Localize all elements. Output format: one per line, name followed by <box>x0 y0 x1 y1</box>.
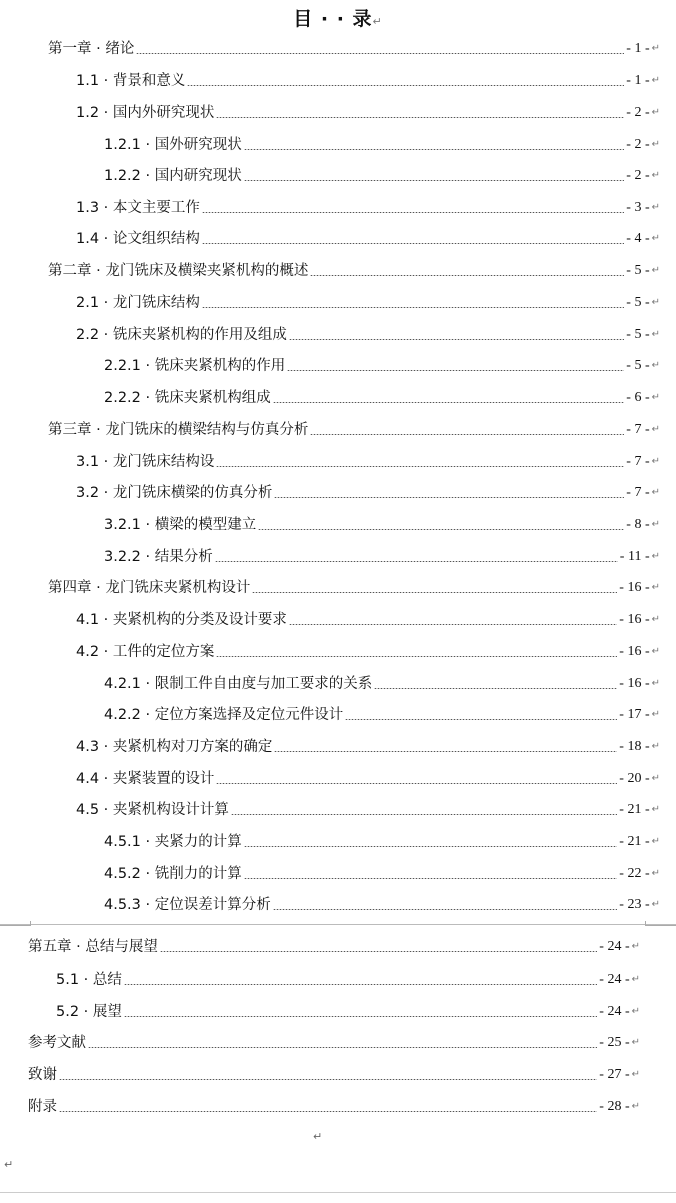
paragraph-mark-icon: ↵ <box>651 519 660 530</box>
toc-entry[interactable] <box>56 967 640 989</box>
toc-entry[interactable] <box>76 322 660 344</box>
paragraph-mark-icon: ↵ <box>651 804 660 815</box>
dot-leader <box>310 275 624 276</box>
toc-entry[interactable] <box>28 1094 640 1116</box>
toc-entry-label: 2.2 · 铣床夹紧机构的作用及组成 <box>76 327 287 343</box>
paragraph-mark-icon: ↵ <box>651 551 660 562</box>
toc-entry-label: 2.2.1 · 铣床夹紧机构的作用 <box>104 358 286 374</box>
toc-title-text: 目 · · 录 <box>293 8 373 30</box>
paragraph-mark-icon: ↵ <box>651 709 660 720</box>
toc-entry-page-number: - 16 - <box>619 644 650 659</box>
dot-leader <box>258 529 624 530</box>
dot-leader <box>215 561 618 562</box>
toc-entry[interactable] <box>104 385 660 407</box>
toc-entry-page-number: - 3 - <box>626 200 650 215</box>
toc-entry-page-number: - 21 - <box>619 802 650 817</box>
toc-entry-label: 1.4 · 论文组织结构 <box>76 231 200 247</box>
toc-entry[interactable] <box>104 132 660 154</box>
paragraph-mark-icon: ↵ <box>651 456 660 467</box>
toc-entry-label: 4.5.2 · 铣削力的计算 <box>104 866 242 882</box>
dot-leader <box>59 1079 597 1080</box>
toc-entry[interactable] <box>76 766 660 788</box>
dot-leader <box>273 909 618 910</box>
toc-entry-label: 4.2.2 · 定位方案选择及定位元件设计 <box>104 707 344 723</box>
paragraph-mark-icon: ↵ <box>651 43 660 54</box>
toc-entry-page-number: - 6 - <box>626 390 650 405</box>
toc-entry-page-number: - 5 - <box>626 358 650 373</box>
toc-entry[interactable] <box>76 290 660 312</box>
toc-entry[interactable] <box>28 1030 640 1052</box>
dot-leader <box>88 1047 597 1048</box>
paragraph-mark-icon: ↵ <box>651 836 660 847</box>
toc-entry-page-number: - 16 - <box>619 676 650 691</box>
toc-entry-label: 附录 <box>28 1099 57 1115</box>
page-break <box>0 924 676 935</box>
toc-entry-label: 参考文献 <box>28 1035 86 1051</box>
paragraph-mark-icon: ↵ <box>651 678 660 689</box>
paragraph-mark-icon: ↵ <box>631 941 640 952</box>
toc-entry-label: 5.1 · 总结 <box>56 972 122 988</box>
toc-entry-label: 第五章 · 总结与展望 <box>28 939 158 955</box>
toc-entry[interactable] <box>48 417 660 439</box>
toc-entry-page-number: - 23 - <box>619 897 650 912</box>
toc-entry-page-number: - 24 - <box>599 939 630 954</box>
paragraph-mark-icon: ↵ <box>651 139 660 150</box>
toc-entry[interactable] <box>104 671 660 693</box>
paragraph-mark-icon: ↵ <box>651 868 660 879</box>
dot-leader <box>216 783 617 784</box>
dot-leader <box>274 497 624 498</box>
toc-entry-label: 4.5.1 · 夹紧力的计算 <box>104 834 242 850</box>
toc-entry[interactable] <box>76 100 660 122</box>
dot-leader <box>231 814 617 815</box>
toc-entry[interactable] <box>48 575 660 597</box>
toc-entry-label: 4.2 · 工件的定位方案 <box>76 644 215 660</box>
paragraph-mark-icon: ↵ <box>651 202 660 213</box>
toc-entry[interactable] <box>104 829 660 851</box>
toc-entry[interactable] <box>48 36 660 58</box>
toc-entry[interactable] <box>104 353 660 375</box>
toc-entry-page-number: - 24 - <box>599 972 630 987</box>
toc-entry[interactable] <box>28 934 640 956</box>
toc-entry[interactable] <box>28 1062 640 1084</box>
toc-entry-label: 1.2.2 · 国内研究现状 <box>104 168 242 184</box>
toc-entry-page-number: - 27 - <box>599 1067 630 1082</box>
dot-leader <box>124 1016 597 1017</box>
toc-entry[interactable] <box>104 163 660 185</box>
toc-entry-page-number: - 16 - <box>619 612 650 627</box>
paragraph-mark-icon: ↵ <box>651 614 660 625</box>
toc-entry-label: 5.2 · 展望 <box>56 1004 122 1020</box>
dot-leader <box>310 434 624 435</box>
toc-entry-page-number: - 5 - <box>626 263 650 278</box>
toc-entry-page-number: - 20 - <box>619 771 650 786</box>
paragraph-mark-icon: ↵ <box>651 487 660 498</box>
paragraph-mark-icon: ↵ <box>651 646 660 657</box>
paragraph-mark-icon: ↵ <box>651 773 660 784</box>
toc-entry-label: 第四章 · 龙门铣床夹紧机构设计 <box>48 580 251 596</box>
dot-leader <box>202 307 624 308</box>
dot-leader <box>187 85 624 86</box>
toc-entry-label: 3.1 · 龙门铣床结构设 <box>76 454 215 470</box>
toc-entry-page-number: - 21 - <box>619 834 650 849</box>
dot-leader <box>244 180 625 181</box>
toc-entry-label: 致谢 <box>28 1067 57 1083</box>
toc-entry-label: 4.1 · 夹紧机构的分类及设计要求 <box>76 612 287 628</box>
toc-entry-label: 1.2.1 · 国外研究现状 <box>104 137 242 153</box>
toc-entry-label: 3.2.1 · 横梁的模型建立 <box>104 517 257 533</box>
paragraph-mark-icon: ↵ <box>651 899 660 910</box>
toc-entry-label: 4.2.1 · 限制工件自由度与加工要求的关系 <box>104 676 373 692</box>
paragraph-mark-icon: ↵ <box>651 329 660 340</box>
toc-entry[interactable] <box>104 892 660 914</box>
paragraph-mark-icon: ↵ <box>651 360 660 371</box>
toc-entry[interactable] <box>104 861 660 883</box>
toc-entry[interactable] <box>104 544 660 566</box>
toc-entry[interactable] <box>104 702 660 724</box>
dot-leader <box>252 592 617 593</box>
toc-entry[interactable] <box>76 449 660 471</box>
toc-entry-page-number: - 2 - <box>626 168 650 183</box>
toc-entry-label: 1.1 · 背景和意义 <box>76 73 186 89</box>
toc-entry[interactable] <box>76 195 660 217</box>
dot-leader <box>244 149 625 150</box>
toc-entry-page-number: - 24 - <box>599 1004 630 1019</box>
toc-entry[interactable] <box>76 226 660 248</box>
dot-leader <box>289 624 617 625</box>
toc-entry-page-number: - 28 - <box>599 1099 630 1114</box>
dot-leader <box>273 402 625 403</box>
toc-entry-page-number: - 2 - <box>626 137 650 152</box>
dot-leader <box>124 984 597 985</box>
toc-title: 目 · · 录↵ <box>293 8 383 30</box>
toc-entry[interactable] <box>76 607 660 629</box>
toc-entry-page-number: - 25 - <box>599 1035 630 1050</box>
toc-entry-page-number: - 5 - <box>626 295 650 310</box>
paragraph-mark-icon: ↵ <box>651 75 660 86</box>
toc-entry-page-number: - 4 - <box>626 231 650 246</box>
dot-leader <box>274 751 617 752</box>
dot-leader <box>244 846 618 847</box>
paragraph-mark-icon: ↵ <box>631 974 640 985</box>
dot-leader <box>289 339 624 340</box>
paragraph-mark-icon: ↵ <box>651 424 660 435</box>
toc-entry[interactable] <box>76 734 660 756</box>
dot-leader <box>287 370 624 371</box>
toc-entry-label: 第二章 · 龙门铣床及横梁夹紧机构的概述 <box>48 263 309 279</box>
paragraph-mark-icon: ↵ <box>313 1130 323 1143</box>
toc-entry-label: 4.5.3 · 定位误差计算分析 <box>104 897 271 913</box>
toc-entry-label: 3.2 · 龙门铣床横梁的仿真分析 <box>76 485 273 501</box>
dot-leader <box>59 1111 597 1112</box>
paragraph-mark-icon: ↵ <box>651 582 660 593</box>
toc-entry-label: 2.2.2 · 铣床夹紧机构组成 <box>104 390 271 406</box>
paragraph-mark-icon: ↵ <box>631 1069 640 1080</box>
dot-leader <box>216 117 624 118</box>
paragraph-mark-icon: ↵ <box>631 1037 640 1048</box>
toc-entry[interactable] <box>76 68 660 90</box>
toc-entry-page-number: - 22 - <box>619 866 650 881</box>
dot-leader <box>160 951 597 952</box>
toc-entry-page-number: - 11 - <box>619 549 650 564</box>
paragraph-mark-icon: ↵ <box>631 1006 640 1017</box>
paragraph-mark-icon: ↵ <box>651 233 660 244</box>
paragraph-mark-icon: ↵ <box>651 170 660 181</box>
toc-entry-page-number: - 1 - <box>626 41 650 56</box>
toc-entry-page-number: - 5 - <box>626 327 650 342</box>
toc-entry-page-number: - 18 - <box>619 739 650 754</box>
toc-entry-page-number: - 17 - <box>619 707 650 722</box>
toc-entry-label: 2.1 · 龙门铣床结构 <box>76 295 200 311</box>
dot-leader <box>202 243 624 244</box>
toc-entry[interactable] <box>104 512 660 534</box>
dot-leader <box>216 466 624 467</box>
dot-leader <box>136 53 624 54</box>
toc-entry-label: 4.4 · 夹紧装置的设计 <box>76 771 215 787</box>
toc-entry-label: 3.2.2 · 结果分析 <box>104 549 213 565</box>
toc-entry-page-number: - 7 - <box>626 485 650 500</box>
toc-entry[interactable] <box>76 639 660 661</box>
toc-entry-page-number: - 2 - <box>626 105 650 120</box>
paragraph-mark-icon: ↵ <box>651 741 660 752</box>
dot-leader <box>216 656 617 657</box>
toc-entry[interactable] <box>48 258 660 280</box>
dot-leader <box>345 719 617 720</box>
paragraph-mark-icon: ↵ <box>651 392 660 403</box>
dot-leader <box>202 212 624 213</box>
toc-entry[interactable] <box>76 480 660 502</box>
paragraph-mark-icon: ↵ <box>651 107 660 118</box>
toc-entry-page-number: - 7 - <box>626 422 650 437</box>
toc-entry-page-number: - 8 - <box>626 517 650 532</box>
toc-entry-label: 第一章 · 绪论 <box>48 41 135 57</box>
paragraph-mark-icon: ↵ <box>631 1101 640 1112</box>
toc-entry[interactable] <box>76 797 660 819</box>
toc-entry-label: 第三章 · 龙门铣床的横梁结构与仿真分析 <box>48 422 309 438</box>
page-bottom-edge <box>0 1192 676 1203</box>
toc-entry-label: 1.2 · 国内外研究现状 <box>76 105 215 121</box>
dot-leader <box>244 878 618 879</box>
toc-entry-label: 4.3 · 夹紧机构对刀方案的确定 <box>76 739 273 755</box>
paragraph-mark-icon: ↵ <box>651 297 660 308</box>
toc-entry-page-number: - 7 - <box>626 454 650 469</box>
toc-entry-page-number: - 1 - <box>626 73 650 88</box>
toc-entry-label: 4.5 · 夹紧机构设计计算 <box>76 802 229 818</box>
toc-entry[interactable] <box>56 999 640 1021</box>
paragraph-mark-icon: ↵ <box>4 1158 14 1171</box>
toc-entry-page-number: - 16 - <box>619 580 650 595</box>
dot-leader <box>374 688 617 689</box>
toc-entry-label: 1.3 · 本文主要工作 <box>76 200 200 216</box>
paragraph-mark-icon: ↵ <box>651 265 660 276</box>
